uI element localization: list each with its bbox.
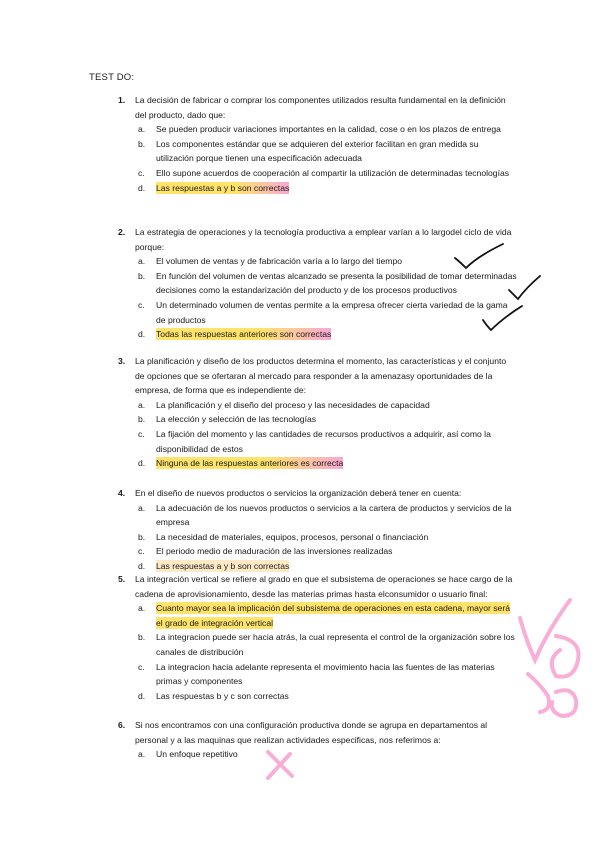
option-letter: b. xyxy=(138,414,146,425)
option-letter: a. xyxy=(138,502,146,513)
question-6 xyxy=(118,718,518,762)
question-text: La integración vertical se refiere al grado en que el subsistema de operaciones se hace cargo de la cadena de aprovisionamiento, desde las materias primas hasta elconsumidor o usuario final: xyxy=(135,574,513,599)
question-5 xyxy=(118,572,518,703)
option-letter: d. xyxy=(138,458,146,469)
option-letter: c. xyxy=(138,546,145,557)
option-text: Se pueden producir variaciones importantes en la calidad, cose o en los plazos de entrega xyxy=(156,124,501,135)
test-title: TEST DO: xyxy=(89,72,135,83)
option-text: El periodo medio de maduración de las inversiones realizadas xyxy=(156,546,393,557)
option-letter: c. xyxy=(138,299,145,310)
option-text: La planificación y el diseño del proceso y las necesidades de capacidad xyxy=(156,399,430,410)
option-text: Ello supone acuerdos de cooperación al compartir la utilización de determinadas tecnologías xyxy=(156,167,510,178)
answer-option-d xyxy=(135,689,518,704)
option-text: Las respuestas a y b son correctas xyxy=(156,560,290,571)
option-letter: d. xyxy=(138,560,146,571)
answer-option-b xyxy=(135,412,518,427)
option-letter: a. xyxy=(138,124,146,135)
option-letter: d. xyxy=(138,329,146,340)
answer-option-a xyxy=(135,747,518,762)
option-text: La elección y selección de las tecnologías xyxy=(156,414,317,425)
question-number: 5. xyxy=(118,574,126,584)
option-text: Las respuestas b y c son correctas xyxy=(156,690,289,701)
option-letter: c. xyxy=(138,167,145,178)
answer-option-a xyxy=(135,501,518,530)
answer-option-d xyxy=(135,181,518,196)
question-1 xyxy=(118,93,518,195)
option-letter: a. xyxy=(138,256,146,267)
answer-option-c xyxy=(135,298,518,327)
answer-option-c xyxy=(135,660,518,689)
question-text: La decisión de fabricar o comprar los componentes utilizados resulta fundamental en la definición del producto, dado que: xyxy=(135,95,506,120)
option-letter: c. xyxy=(138,661,145,672)
option-letter: b. xyxy=(138,531,146,542)
option-text: El volumen de ventas y de fabricación varía a lo largo del tiempo xyxy=(156,256,403,267)
question-4 xyxy=(118,486,518,574)
question-number: 6. xyxy=(118,720,126,730)
answer-option-a xyxy=(135,122,518,137)
question-2 xyxy=(118,225,518,342)
question-text: La planificación y diseño de los productos determina el momento, las características y el conjunto de opciones que se ofertaran al mercado para responder a la amenazasy oportunidades de la empresa, de forma que es independiente de: xyxy=(135,356,507,396)
option-text: Todas las respuestas anteriores son correctas xyxy=(156,329,332,340)
option-text: Cuanto mayor sea la implicación del subsistema de operaciones en esta cadena, mayor será el grado de integración vertical xyxy=(156,603,510,628)
pink-check-mark xyxy=(520,600,570,660)
option-text: La fijación del momento y las cantidades de recursos productivos a adquirir, así como la disponibilidad de estos xyxy=(156,428,491,454)
question-text: Si nos encontramos con una configuración productiva donde se agrupa en departamentos al personal y a las maquinas que realizan actividades especificas, nos referimos a: xyxy=(135,720,488,745)
answer-option-a xyxy=(135,398,518,413)
option-text: Un determinado volumen de ventas permite a la empresa ofrecer cierta variedad de la gama de productos xyxy=(156,299,508,325)
question-number: 3. xyxy=(118,356,126,366)
answer-option-d xyxy=(135,456,518,471)
option-letter: a. xyxy=(138,399,146,410)
option-text: En función del volumen de ventas alcanzado se presenta la posibilidad de tomar determinadas decisiones como la estandarización del producto y de los procesos productivos xyxy=(156,270,517,296)
question-text: En el diseño de nuevos productos o servicios la organización deberá tener en cuenta: xyxy=(135,488,462,498)
option-letter: b. xyxy=(138,632,146,643)
answer-option-b xyxy=(135,137,518,166)
option-letter: b. xyxy=(138,138,146,149)
option-text: Los componentes estándar que se adquieren del exterior facilitan en gran medida su utilización porque tienen una especificación adecuada xyxy=(156,138,479,164)
question-number: 1. xyxy=(118,95,126,105)
answer-option-a xyxy=(135,601,518,630)
option-letter: d. xyxy=(138,182,146,193)
answer-option-c xyxy=(135,544,518,559)
option-letter: a. xyxy=(138,749,146,760)
option-text: Ninguna de las respuestas anteriores es correcta xyxy=(156,458,344,469)
question-3 xyxy=(118,354,518,471)
option-letter: b. xyxy=(138,270,146,281)
option-text: La adecuación de los nuevos productos o servicios a la cartera de productos y servicios de la empresa xyxy=(156,502,512,528)
option-letter: d. xyxy=(138,690,146,701)
option-text: La integracion puede ser hacia atrás, la cual representa el control de la organización sobre los canales de distribución xyxy=(156,632,515,657)
option-text: La necesidad de materiales, equipos, procesos, personal o financiación xyxy=(156,531,429,542)
option-letter: a. xyxy=(138,603,146,614)
option-text: Las respuestas a y b son correctas xyxy=(156,182,290,193)
answer-option-b xyxy=(135,630,518,659)
pink-circle xyxy=(552,690,577,716)
answer-option-a xyxy=(135,254,518,269)
answer-option-d xyxy=(135,327,518,342)
pink-curl xyxy=(528,674,549,712)
question-text: La estrategia de operaciones y la tecnología productiva a emplear varían a lo largodel ciclo de vida porque: xyxy=(135,227,512,252)
answer-option-c xyxy=(135,166,518,181)
question-number: 2. xyxy=(118,227,126,237)
option-text: La integracion hacia adelante representa el movimiento hacia las fuentes de las materias primas y componentes xyxy=(156,661,495,687)
answer-option-b xyxy=(135,269,518,298)
answer-option-c xyxy=(135,427,518,456)
option-letter: c. xyxy=(138,428,145,439)
option-text: Un enfoque repetitivo xyxy=(156,749,238,760)
answer-option-b xyxy=(135,530,518,545)
pink-curl xyxy=(552,636,579,677)
question-number: 4. xyxy=(118,488,126,498)
